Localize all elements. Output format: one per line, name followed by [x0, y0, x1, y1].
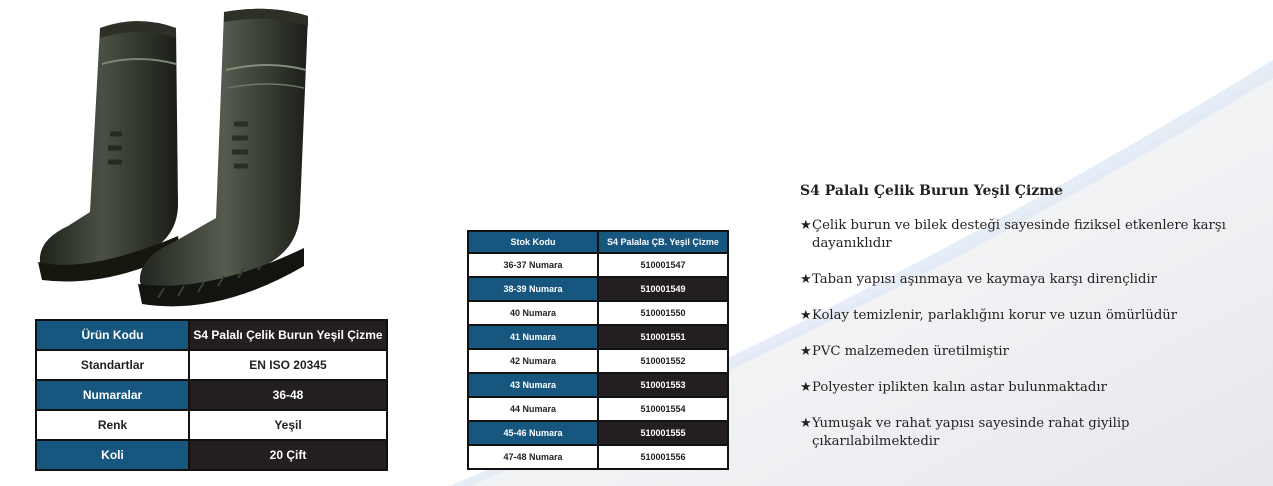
star-icon: ★	[800, 272, 812, 287]
spec-value: 20 Çift	[189, 440, 387, 470]
feature-text: Kolay temizlenir, parlaklığını korur ve uzun ömürlüdür	[812, 308, 1178, 323]
product-title: S4 Palalı Çelik Burun Yeşil Çizme	[800, 183, 1063, 199]
table-row	[468, 445, 728, 469]
stock-code: 510001547	[598, 253, 728, 277]
stock-table-header-row	[468, 231, 728, 253]
table-row	[468, 421, 728, 445]
table-row	[36, 320, 387, 350]
stock-code: 510001552	[598, 349, 728, 373]
spec-value: Yeşil	[189, 410, 387, 440]
star-icon: ★	[800, 344, 812, 359]
spec-key: Ürün Kodu	[36, 320, 189, 350]
feature-text: Yumuşak ve rahat yapısı sayesinde rahat giyilip çıkarılabilmektedir	[812, 416, 1130, 449]
list-item	[800, 343, 1240, 361]
feature-text: Taban yapısı aşınmaya ve kaymaya karşı dirençlidir	[812, 272, 1157, 287]
stock-header-product: S4 Palalaı ÇB. Yeşil Çizme	[598, 231, 728, 253]
stock-size: 47-48 Numara	[468, 445, 598, 469]
list-item	[800, 379, 1240, 397]
table-row	[36, 440, 387, 470]
product-description	[800, 183, 1240, 469]
star-icon: ★	[800, 380, 812, 395]
star-icon: ★	[800, 308, 812, 323]
stock-code: 510001549	[598, 277, 728, 301]
stock-size: 45-46 Numara	[468, 421, 598, 445]
stock-size: 42 Numara	[468, 349, 598, 373]
star-icon: ★	[800, 218, 812, 233]
spec-key: Renk	[36, 410, 189, 440]
stock-code: 510001551	[598, 325, 728, 349]
list-item	[800, 271, 1240, 289]
list-item	[800, 217, 1240, 253]
feature-text: Çelik burun ve bilek desteği sayesinde fiziksel etkenlere karşı dayanıklıdır	[812, 218, 1226, 251]
stock-size: 41 Numara	[468, 325, 598, 349]
stock-size: 44 Numara	[468, 397, 598, 421]
table-row	[468, 349, 728, 373]
feature-list	[800, 217, 1240, 451]
table-row	[468, 253, 728, 277]
feature-text: PVC malzemeden üretilmiştir	[812, 344, 1009, 359]
table-row	[468, 325, 728, 349]
list-item	[800, 415, 1240, 451]
stock-code: 510001554	[598, 397, 728, 421]
table-row	[468, 397, 728, 421]
table-row	[468, 277, 728, 301]
table-row	[36, 380, 387, 410]
stock-size: 40 Numara	[468, 301, 598, 325]
stock-size: 38-39 Numara	[468, 277, 598, 301]
stock-size: 36-37 Numara	[468, 253, 598, 277]
table-row	[468, 373, 728, 397]
stock-code: 510001555	[598, 421, 728, 445]
boots-image	[28, 4, 328, 310]
table-row	[36, 410, 387, 440]
table-row	[468, 301, 728, 325]
stock-table	[467, 230, 729, 470]
stock-size: 43 Numara	[468, 373, 598, 397]
stock-code: 510001550	[598, 301, 728, 325]
spec-key: Numaralar	[36, 380, 189, 410]
spec-value: 36-48	[189, 380, 387, 410]
spec-table	[35, 319, 388, 471]
table-row	[36, 350, 387, 380]
stock-header-code: Stok Kodu	[468, 231, 598, 253]
stock-code: 510001556	[598, 445, 728, 469]
list-item	[800, 307, 1240, 325]
spec-value: EN ISO 20345	[189, 350, 387, 380]
spec-value: S4 Palalı Çelik Burun Yeşil Çizme	[189, 320, 387, 350]
stock-code: 510001553	[598, 373, 728, 397]
spec-key: Standartlar	[36, 350, 189, 380]
feature-text: Polyester iplikten kalın astar bulunmaktadır	[812, 380, 1107, 395]
star-icon: ★	[800, 416, 812, 431]
spec-key: Koli	[36, 440, 189, 470]
